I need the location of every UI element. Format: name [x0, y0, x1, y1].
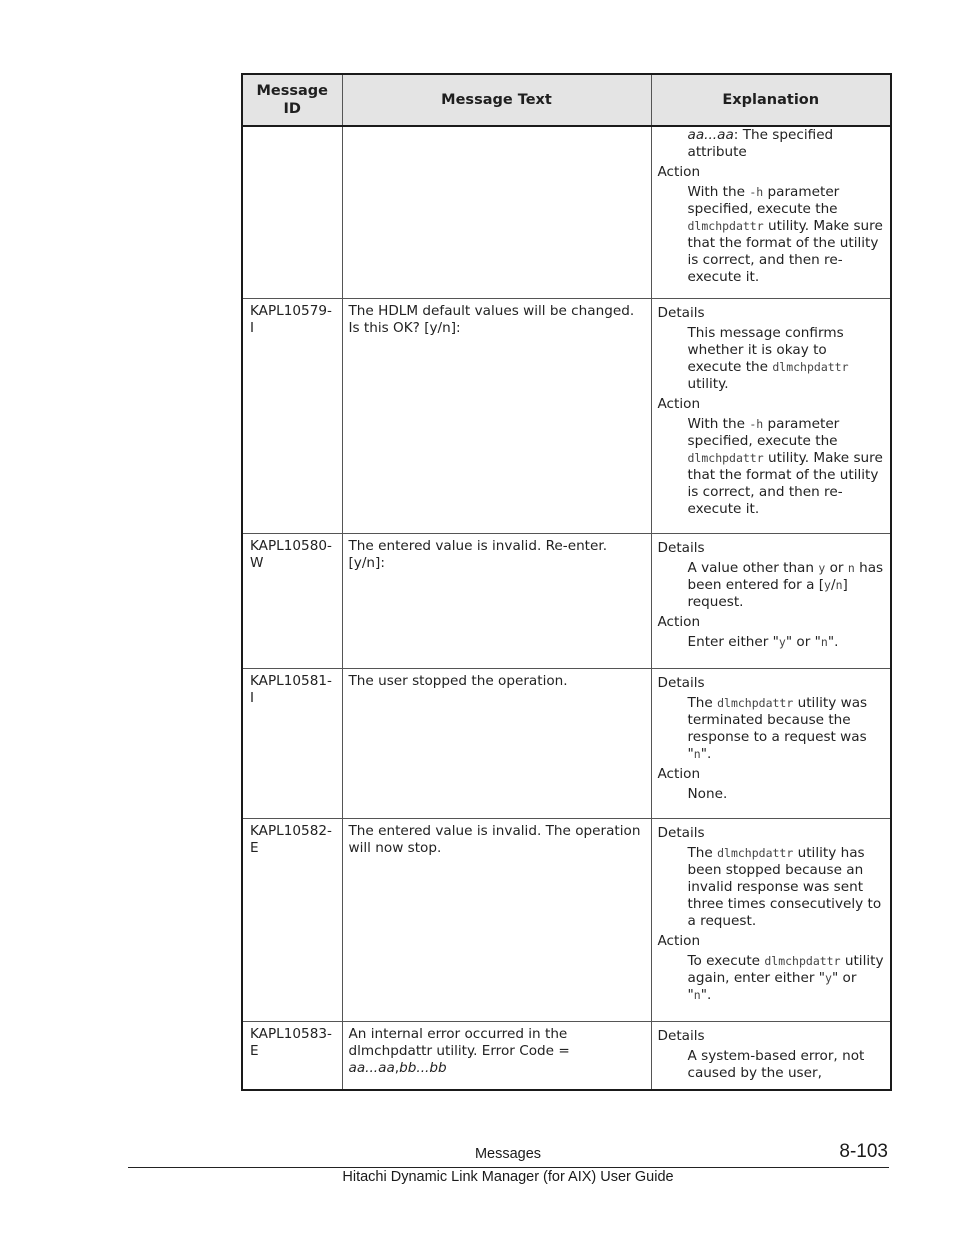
action-label: Action	[657, 395, 701, 412]
details-text: A system-based error, not caused by the user,	[687, 1047, 865, 1081]
action-label: Action	[657, 613, 701, 630]
message-text-cell: The HDLM default values will be changed. Is this OK? [y/n]:	[342, 298, 651, 533]
message-text-cell: The user stopped the operation.	[342, 668, 651, 818]
message-id-cell: KAPL10583-E	[242, 1021, 342, 1090]
message-text-cell: An internal error occurred in the dlmchpdattr utility. Error Code = aa...aa,bb...bb	[342, 1021, 651, 1090]
header-message-text: Message Text	[342, 74, 651, 126]
message-id-cell: KAPL10580-W	[242, 533, 342, 668]
details-label: Details	[657, 824, 705, 841]
action-label: Action	[657, 765, 701, 782]
table-row	[242, 533, 891, 668]
table-row	[242, 818, 891, 1021]
details-label: Details	[657, 674, 705, 691]
header-explanation: Explanation	[651, 74, 891, 126]
footer-document-title: Hitachi Dynamic Link Manager (for AIX) User Guide	[342, 1169, 674, 1185]
header-message-id: Message ID	[242, 74, 342, 126]
action-label: Action	[657, 164, 701, 180]
details-continuation: aa...aa: The specified attribute	[687, 127, 834, 160]
action-text: None.	[687, 785, 728, 802]
message-table	[241, 73, 892, 1091]
explanation-cell	[651, 818, 891, 1021]
explanation-cell	[651, 668, 891, 818]
explanation-cell	[651, 533, 891, 668]
details-text: The dlmchpdattr utility was terminated because the response to a request was "n".	[687, 694, 868, 762]
explanation-cell	[651, 298, 891, 533]
action-text: With the -h parameter specified, execute the dlmchpdattr utility. Make sure that the format of the utility is correct, and then re-execute it.	[687, 184, 883, 285]
table-row	[242, 126, 891, 298]
page-number: 8-103	[839, 1141, 888, 1162]
table-row	[242, 668, 891, 818]
details-label: Details	[657, 539, 705, 556]
action-text: Enter either "y" or "n".	[687, 633, 839, 650]
message-id-cell	[242, 126, 342, 298]
message-id-cell: KAPL10581-I	[242, 668, 342, 818]
table-row	[242, 1021, 891, 1090]
header-row	[242, 74, 891, 126]
action-text: To execute dlmchpdattr utility again, enter either "y" or "n".	[687, 952, 884, 1003]
table-header	[242, 74, 891, 126]
table-row	[242, 298, 891, 533]
details-text: The dlmchpdattr utility has been stopped because an invalid response was sent three times consecutively to a request.	[687, 844, 882, 929]
action-text: With the -h parameter specified, execute the dlmchpdattr utility. Make sure that the format of the utility is correct, and then re-execute it.	[687, 415, 883, 517]
footer-divider	[128, 1167, 889, 1168]
message-text-cell: The entered value is invalid. Re-enter. [y/n]:	[342, 533, 651, 668]
details-text: This message confirms whether it is okay to execute the dlmchpdattr utility.	[687, 324, 849, 392]
action-label: Action	[657, 932, 701, 949]
details-label: Details	[657, 1027, 705, 1044]
explanation-cell	[651, 1021, 891, 1090]
footer-section-name: Messages	[474, 1146, 542, 1162]
message-id-cell: KAPL10579-I	[242, 298, 342, 533]
details-label: Details	[657, 304, 705, 321]
details-text: A value other than y or n has been entered for a [y/n] request.	[687, 559, 884, 610]
message-id-cell: KAPL10582-E	[242, 818, 342, 1021]
explanation-cell	[651, 126, 891, 298]
message-text-cell	[342, 126, 651, 298]
message-text-cell: The entered value is invalid. The operation will now stop.	[342, 818, 651, 1021]
